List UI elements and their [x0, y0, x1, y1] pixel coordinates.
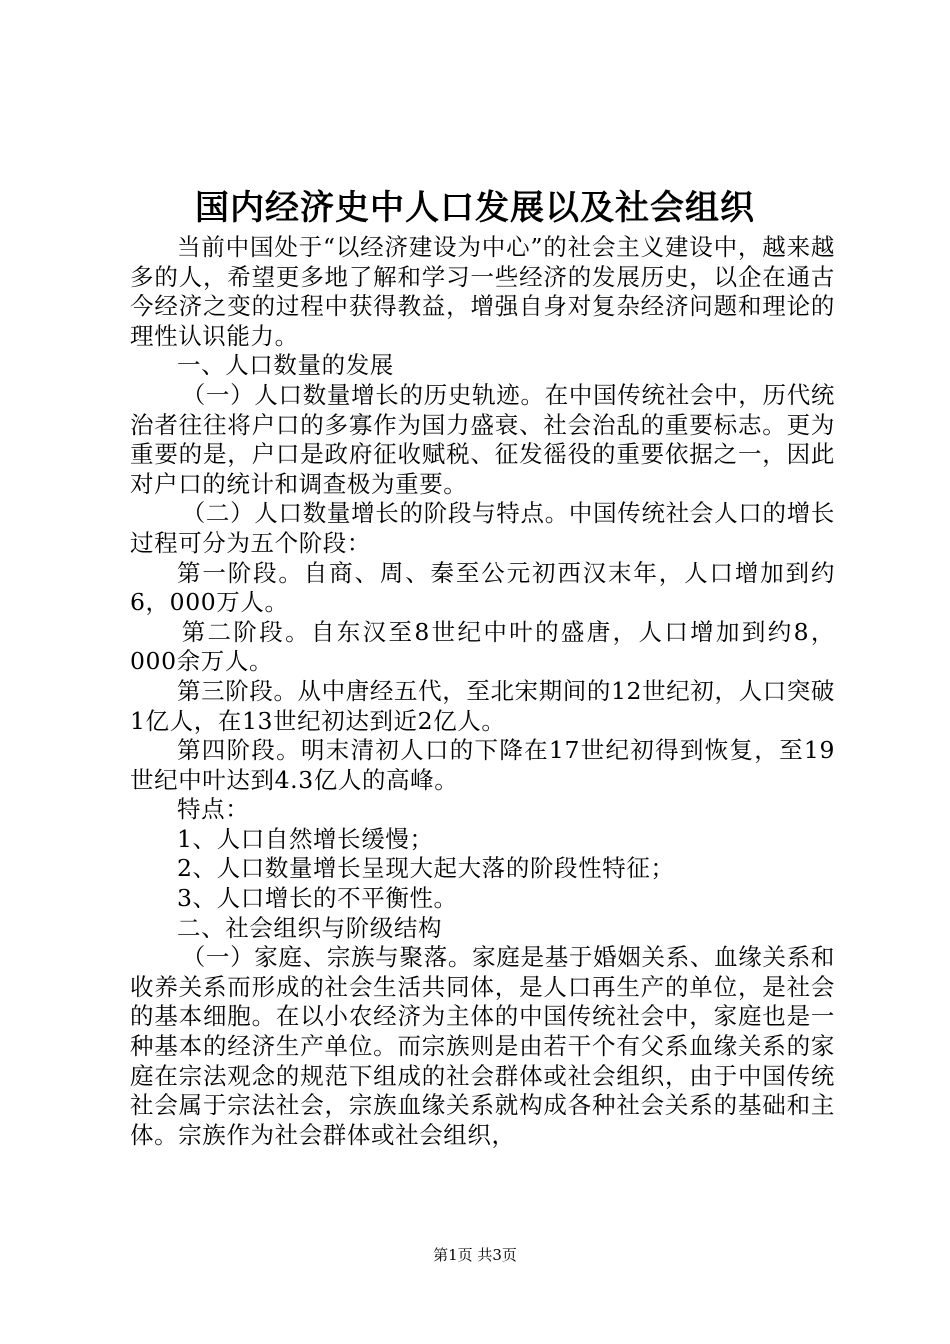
feature-list-item: 1、人口自然增长缓慢；: [177, 824, 434, 853]
stage-paragraph: 第三阶段。从中唐经五代，至北宋期间的12世纪初，人口突破1亿人，在13世纪初达到近2亿人。: [130, 676, 835, 735]
subsection-paragraph: （二）人口数量增长的阶段与特点。中国传统社会人口的增长过程可分为五个阶段：: [130, 499, 835, 557]
section-heading-population: 一、人口数量的发展: [177, 351, 394, 380]
section-heading-social-organization: 二、社会组织与阶级结构: [177, 913, 443, 942]
features-heading: 特点：: [177, 795, 250, 824]
intro-paragraph: 当前中国处于“以经济建设为中心”的社会主义建设中，越来越多的人，希望更多地了解和学习一些经济的发展历史，以企在通古今经济之变的过程中获得教益，增强自身对复杂经济问题和理论的理性认识能力。: [130, 233, 835, 350]
page-footer: 第1页 共3页: [433, 1246, 517, 1264]
stage-paragraph: 第一阶段。自商、周、秦至公元初西汉末年，人口增加到约6，000万人。: [130, 558, 835, 617]
subsection-paragraph: （一）家庭、宗族与聚落。家庭是基于婚姻关系、血缘关系和收养关系而形成的社会生活共同体，是人口再生产的单位，是社会的基本细胞。在以小农经济为主体的中国传统社会中，家庭也是一种基本的经济生产单位。而宗族则是由若干个有父系血缘关系的家庭在宗法观念的规范下组成的社会群体或社会组织，由于中国传统社会属于宗法社会，宗族血缘关系就构成各种社会关系的基础和主体。宗族作为社会群体或社会组织，: [130, 943, 835, 1149]
document-title: 国内经济史中人口发展以及社会组织: [195, 188, 755, 228]
stage-paragraph: 第四阶段。明末清初人口的下降在17世纪初得到恢复，至19世纪中叶达到4.3亿人的高峰。: [130, 736, 835, 794]
feature-list-item: 2、人口数量增长呈现大起大落的阶段性特征；: [177, 854, 675, 883]
subsection-paragraph: （一）人口数量增长的历史轨迹。在中国传统社会中，历代统治者往往将户口的多寡作为国力盛衰、社会治乱的重要标志。更为重要的是，户口是政府征收赋税、征发徭役的重要依据之一，因此对户口的统计和调查极为重要。: [130, 380, 835, 498]
stage-paragraph: 第二阶段。自东汉至8世纪中叶的盛唐，人口增加到约8，000余万人。: [130, 617, 835, 676]
feature-list-item: 3、人口增长的不平衡性。: [177, 884, 458, 913]
document-body: [130, 233, 835, 1150]
